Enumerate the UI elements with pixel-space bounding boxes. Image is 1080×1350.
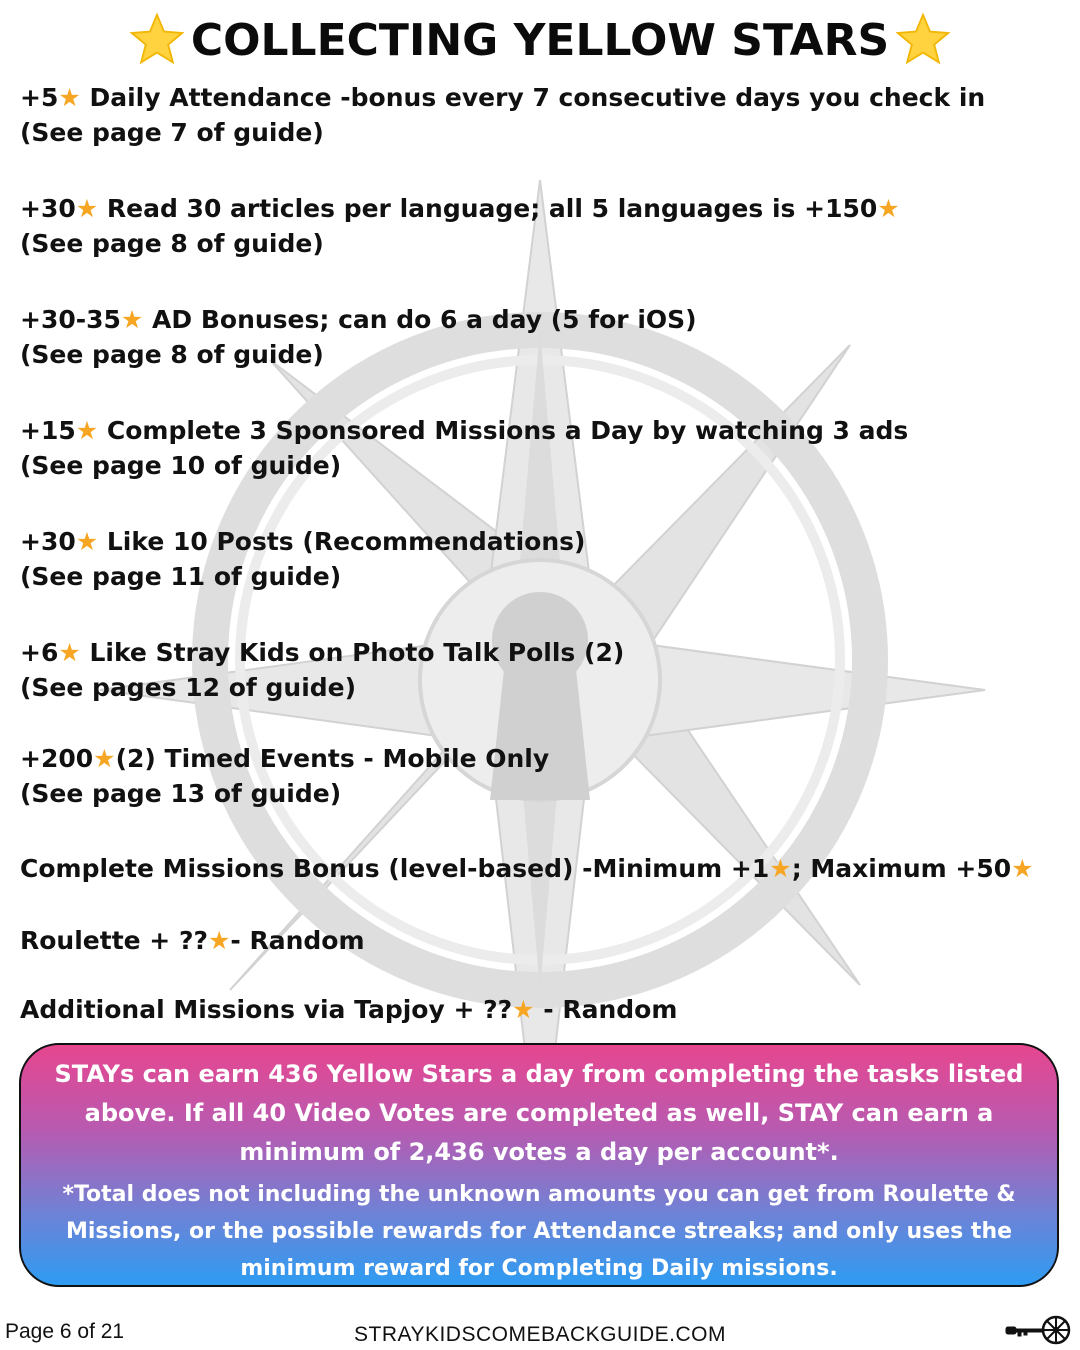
page-number: Page 6 of 21	[5, 1320, 125, 1343]
star-icon: ★	[75, 416, 99, 445]
list-item-line	[20, 992, 1070, 1027]
list-item-text: +30	[20, 527, 76, 556]
key-compass-icon	[1004, 1313, 1074, 1347]
list-item-text: +5	[20, 83, 59, 112]
list-item-text: (See page 10 of guide)	[20, 451, 342, 480]
star-icon: ★	[769, 854, 792, 883]
list-item-text: +6	[20, 638, 59, 667]
star-icon	[895, 12, 951, 68]
list-item	[20, 191, 1070, 261]
list-item-text: +200	[20, 744, 94, 773]
list-item-line	[20, 337, 1070, 372]
list-item-text: - Random	[230, 926, 365, 955]
list-item-text: +30	[20, 194, 76, 223]
list-item	[20, 741, 1070, 811]
list-item-line	[20, 635, 1070, 670]
list-item-text: (See page 8 of guide)	[20, 340, 324, 369]
star-icon: ★	[120, 305, 144, 334]
summary-text: STAYs can earn 436 Yellow Stars a day from completing the tasks listed above. If all 40 Video Votes are completed as well, STAY can earn a minimum of 2,436 votes a day per account*.	[54, 1060, 1024, 1166]
summary-banner	[19, 1043, 1059, 1287]
list-item-line	[20, 448, 1070, 483]
list-item-text: Additional Missions via Tapjoy + ??	[20, 995, 513, 1024]
list-item-line	[20, 851, 1070, 886]
list-item-line	[20, 524, 1070, 559]
list-item	[20, 635, 1070, 705]
star-icon: ★	[877, 194, 900, 223]
star-icon: ★	[207, 926, 231, 955]
list-item-line	[20, 226, 1070, 261]
star-icon: ★	[58, 638, 81, 667]
star-icon: ★	[512, 995, 535, 1024]
list-item-text: - Random	[534, 995, 678, 1024]
list-item-line	[20, 191, 1070, 226]
list-item	[20, 413, 1070, 483]
list-item-text: +15	[20, 416, 76, 445]
list-item-text: Like 10 Posts (Recommendations)	[98, 527, 586, 556]
list-item-text: (See page 11 of guide)	[20, 562, 342, 591]
list-item-line	[20, 670, 1070, 705]
star-icon: ★	[75, 194, 99, 223]
list-item-text: (See page 7 of guide)	[20, 118, 324, 147]
star-icon: ★	[93, 744, 116, 773]
list-item-text: Like Stray Kids on Photo Talk Polls (2)	[80, 638, 625, 667]
page-header	[0, 10, 1080, 70]
star-icon	[129, 12, 185, 68]
page-title: COLLECTING YELLOW STARS	[190, 14, 890, 66]
star-icon: ★	[75, 527, 99, 556]
list-item-text: Roulette + ??	[20, 926, 208, 955]
site-link[interactable]: STRAYKIDSCOMEBACKGUIDE.COM	[354, 1323, 726, 1346]
list-item-line	[20, 80, 1070, 115]
list-item-line	[20, 115, 1070, 150]
star-icon: ★	[58, 83, 81, 112]
star-icon: ★	[1011, 854, 1034, 883]
list-item-text: AD Bonuses; can do 6 a day (5 for iOS)	[143, 305, 697, 334]
list-item	[20, 923, 1070, 958]
list-item-text: Complete Missions Bonus (level-based) -Minimum +1	[20, 854, 770, 883]
list-item-line	[20, 413, 1070, 448]
list-item-line	[20, 302, 1070, 337]
list-item-text: (See page 8 of guide)	[20, 229, 324, 258]
list-item-text: Read 30 articles per language; all 5 languages is +150	[98, 194, 878, 223]
list-item	[20, 851, 1070, 886]
list-item	[20, 524, 1070, 594]
list-item-text: (See pages 12 of guide)	[20, 673, 357, 702]
list-item-line	[20, 559, 1070, 594]
list-item-text: (2) Timed Events - Mobile Only	[115, 744, 550, 773]
list-item-line	[20, 741, 1070, 776]
list-item-text: +30-35	[20, 305, 121, 334]
list-item	[20, 992, 1070, 1027]
list-item-line	[20, 923, 1070, 958]
list-item	[20, 80, 1070, 150]
list-item	[20, 302, 1070, 372]
list-item-text: ; Maximum +50	[791, 854, 1012, 883]
list-item-text: (See page 13 of guide)	[20, 779, 342, 808]
list-item-text: Complete 3 Sponsored Missions a Day by watching 3 ads	[98, 416, 909, 445]
list-item-line	[20, 776, 1070, 811]
summary-footnote: *Total does not including the unknown amounts you can get from Roulette & Missions, or the possible rewards for Attendance streaks; and only uses the minimum reward for Completing Daily missions.	[62, 1182, 1016, 1281]
list-item-text: Daily Attendance -bonus every 7 consecutive days you check in	[80, 83, 986, 112]
